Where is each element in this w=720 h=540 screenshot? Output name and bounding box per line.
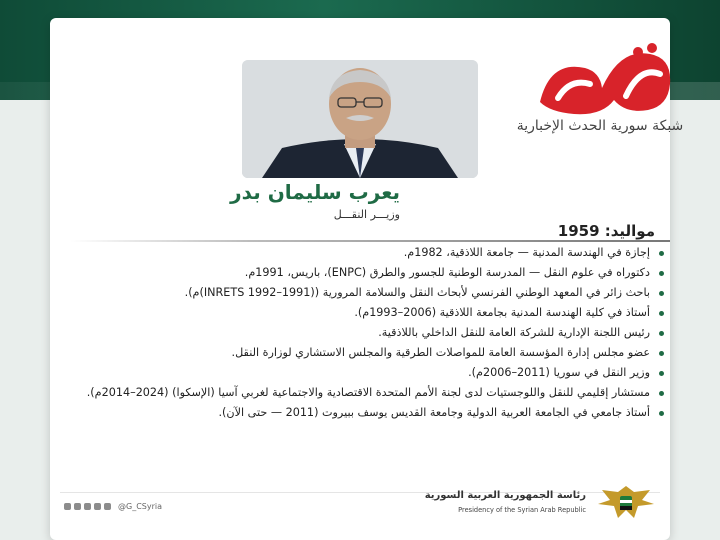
bullet-dot-icon xyxy=(659,311,664,316)
bullet-dot-icon xyxy=(659,391,664,396)
list-item-text: وزير النقل في سوريا (2011–2006م). xyxy=(468,366,650,379)
birth-label: مواليد: 1959 xyxy=(557,222,655,240)
alhadath-logo-mark xyxy=(530,40,680,118)
minister-name: يعرب سليمان بدر xyxy=(230,180,400,204)
section-divider xyxy=(70,240,670,242)
facebook-icon[interactable] xyxy=(64,503,71,510)
presidency-english-text: Presidency of the Syrian Arab Republic xyxy=(458,506,586,514)
social-links xyxy=(64,500,162,512)
portrait-image xyxy=(242,60,478,178)
list-item xyxy=(70,366,664,380)
list-item xyxy=(70,326,664,340)
list-item-text: أستاذ جامعي في الجامعة العربية الدولية وجامعة القديس يوسف ببيروت (2011 — حتى الآن). xyxy=(218,406,650,419)
list-item-text: عضو مجلس إدارة المؤسسة العامة للمواصلات الطرقية والمجلس الاستشاري لوزارة النقل. xyxy=(231,346,650,359)
bullet-dot-icon xyxy=(659,271,664,276)
presidency-arabic-text: رئاسة الجمهورية العربية السورية xyxy=(424,490,586,501)
bullet-dot-icon xyxy=(659,351,664,356)
eagle-emblem-icon xyxy=(594,480,658,526)
list-item-text: إجازة في الهندسة المدنية — جامعة اللاذقية، 1982م. xyxy=(403,246,650,259)
list-item xyxy=(70,306,664,320)
list-item-text: أستاذ في كلية الهندسة المدنية بجامعة اللاذقية (2006–1993م). xyxy=(354,306,650,319)
minister-title: وزيـــر النقـــل xyxy=(333,208,400,221)
list-item xyxy=(70,406,664,420)
list-item-text: باحث زائر في المعهد الوطني الفرنسي لأبحاث النقل والسلامة المرورية ((INRETS 1992–1991)م). xyxy=(184,286,650,299)
minister-photo xyxy=(242,60,478,178)
list-item xyxy=(70,346,664,360)
instagram-icon[interactable] xyxy=(84,503,91,510)
youtube-icon[interactable] xyxy=(94,503,101,510)
bullet-dot-icon xyxy=(659,371,664,376)
list-item xyxy=(70,246,664,260)
list-item xyxy=(70,266,664,280)
bullet-dot-icon xyxy=(659,251,664,256)
list-item-text: رئيس اللجنة الإدارية للشركة العامة للنقل الداخلي باللاذقية. xyxy=(378,326,650,339)
list-item-text: مستشار إقليمي للنقل واللوجستيات لدى لجنة الأمم المتحدة الاقتصادية والاجتماعية لغربي آسيا (الإسكوا) (2024–2014م). xyxy=(86,386,650,399)
social-handle[interactable]: @G_CSyria xyxy=(118,501,163,511)
bullet-dot-icon xyxy=(659,411,664,416)
presidency-logo xyxy=(418,480,658,530)
brand-logo xyxy=(500,40,700,140)
telegram-icon[interactable] xyxy=(104,503,111,510)
brand-name: شبكة سورية الحدث الإخبارية xyxy=(516,118,684,134)
bullet-dot-icon xyxy=(659,331,664,336)
bullet-dot-icon xyxy=(659,291,664,296)
x-icon[interactable] xyxy=(74,503,81,510)
list-item xyxy=(70,286,664,300)
list-item xyxy=(70,386,664,400)
list-item-text: دكتوراه في علوم النقل — المدرسة الوطنية للجسور والطرق (ENPC)، باريس، 1991م. xyxy=(244,266,650,279)
bio-list xyxy=(70,246,664,466)
